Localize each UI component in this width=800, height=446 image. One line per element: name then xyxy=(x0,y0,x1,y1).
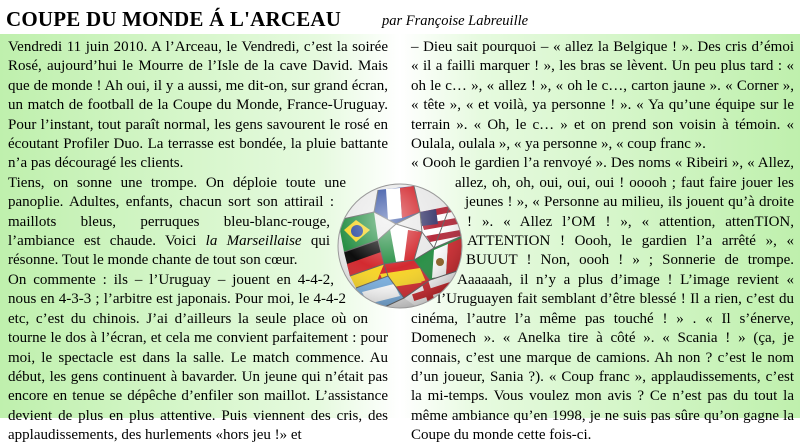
song-title: la Marseillaise xyxy=(205,233,302,250)
article-author: par Françoise Labreuille xyxy=(382,13,529,29)
football-image xyxy=(334,180,466,312)
paragraph-4: – Dieu sait pourquoi – « allez la Belgique ! ». Des cris d’émoi « il a failli marquer ! », les bras se lèvent. Un peu plus tard : « oh le c… », « allez ! », « oh le c…, carton jaune ». « Corner », « tête », « et voilà, ya personne ! ». « Ya qu’une équipe sur le terrain ». « Oh, le c… » et on prend son voisin à témoin. « Oulala, oulala », « ya personne », « coup franc ». xyxy=(411,39,794,153)
article-panel xyxy=(0,34,800,444)
football-flags-icon xyxy=(334,180,466,312)
paragraph-1: Vendredi 11 juin 2010. A l’Arceau, le Vendredi, c’est la soirée Rosé, aujourd’hui le Mourre de l’Isle de la cave David. Mais que de monde ! Ah oui, il y a aussi, me dit-on, sur grand écran, un match de football de la Coupe du Monde, France-Uruguay. Pour l’instant, tout paraît normal, les gens savourent le rosé en écoutant Profiler Duo. La terrasse est bondée, la pluie battante n’a pas découragé les clients. xyxy=(8,39,388,172)
article-title: COUPE DU MONDE Á L'ARCEAU xyxy=(6,7,342,31)
right-column xyxy=(411,38,794,446)
paragraph-5: « Oooh le gardien l’a renvoyé ». Des noms « Ribeiri », « Allez, allez, oh, oh, oui, oui, oui ! ooooh ; faut faire jouer les jeunes ! », « Personne au milieu, ils jouent qu’à droite ! ». « Allez l’OM ! », « attention, attenTION, ATTENTION ! Oooh, le gardien l’a arrêté », « BUUUT ! Non, oooh ! » ; Sonnerie de trompe. Aaaaaah, il n’y a plus d’image ! L’image revient « l’Uruguayen fait semblant d’être blessé ! Il a rien, c’est du cinéma, l’autre l’a même pas touché ! » . « Il s’énerve, Domenech ». « Anelka tire à côté ». « Scania ! » (ça, je connais, c’est une marque de camions. Ah non ? c’est le nom d’un joueur, Sania ?). « Coup franc », applaudissements, c’est la mi-temps. Vous voulez mon avis ? Ce n’est pas du tout la même ambiance qu’en 1998, je ne suis pas sûre qu’on gagne la Coupe du monde cette fois-ci. xyxy=(411,155,794,444)
left-column xyxy=(8,38,388,446)
paragraph-2: Tiens, on sonne une trompe. On déploie toute une panoplie. Adultes, enfants, chacun sort son attirail : maillots bleus, perruques bleu-blanc-rouge, l’ambiance est chaude. Voici la Marseillaise qui résonne. Tout le monde chante de tout son cœur. xyxy=(8,174,346,269)
paragraph-3: On commente : ils – l’Uruguay – jouent en 4-4-2, nous en 4-3-3 ; l’arbitre est japonais. Pour moi, le 4-4-2 etc, c’est du chinois. J’ai d’ailleurs la seule place où on tourne le dos à l’écran, et cela me convient parfaitement : pour moi, le spectacle est dans la salle. Le match commence. Au début, les gens continuent à bavarder. Un jeune qui n’était pas encore en tenue se dépêche d’enfiler son maillot. L’assistance devient de plus en plus attentive. Puis viennent des cris, des applaudissements, des hurlements «hors jeu !» et xyxy=(8,271,388,444)
